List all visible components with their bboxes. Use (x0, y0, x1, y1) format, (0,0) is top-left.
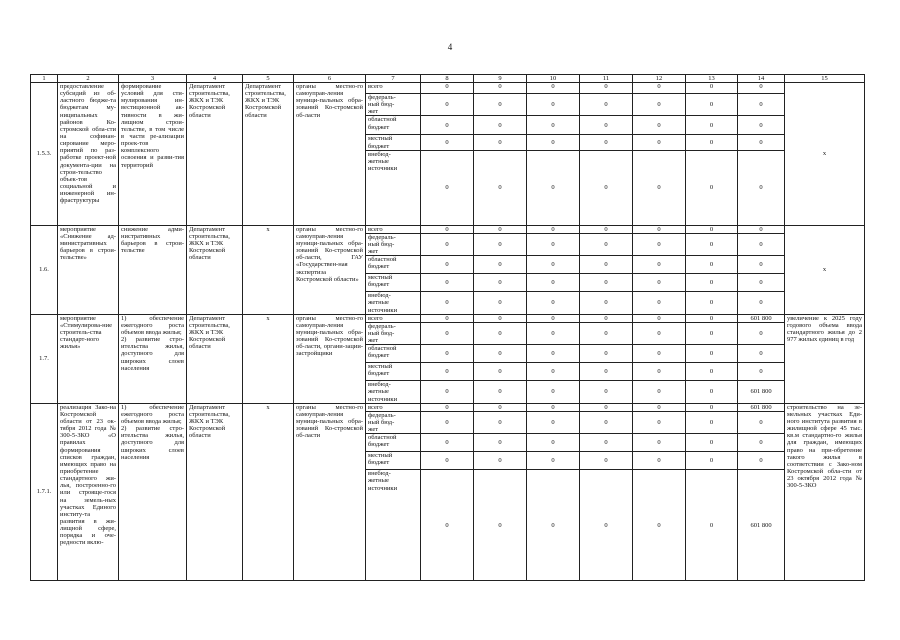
value-cell: 0 (633, 381, 686, 403)
funding-source-cell: федераль- ный бюд- жет (366, 322, 421, 344)
funding-source-cell: местный бюджет (366, 452, 421, 470)
value-cell: 0 (738, 274, 785, 292)
value-cell: 0 (421, 381, 474, 403)
value-cell: 0 (633, 135, 686, 150)
value-cell: 0 (738, 225, 785, 233)
header-cell: 1 (31, 75, 58, 83)
value-cell: 0 (527, 411, 580, 433)
value-cell: 0 (527, 83, 580, 94)
value-cell: 0 (421, 150, 474, 225)
value-cell: 0 (738, 292, 785, 314)
funding-source-cell: местный бюджет (366, 135, 421, 150)
value-cell: 0 (580, 452, 633, 470)
participants-cell: органы местно-го самоуправ-ления муници-пальных обра-зований Ко-стромской об-ласти, органи-зации-застройщики (294, 314, 366, 403)
expected-result-cell: x (785, 83, 865, 226)
coexecutor-cell: x (243, 403, 294, 581)
coexecutor-cell: Департамент строительства, ЖКХ и ТЭК Костромской области (243, 83, 294, 226)
funding-source-cell: федераль- ный бюд- жет (366, 411, 421, 433)
value-cell: 0 (686, 470, 738, 581)
value-cell: 0 (686, 225, 738, 233)
value-cell: 601 800 (738, 403, 785, 411)
value-cell: 0 (738, 434, 785, 452)
value-cell: 0 (686, 292, 738, 314)
funding-source-cell: всего (366, 314, 421, 322)
value-cell: 0 (580, 94, 633, 116)
value-cell: 0 (527, 256, 580, 274)
value-cell: 0 (633, 274, 686, 292)
value-cell: 0 (633, 314, 686, 322)
value-cell: 0 (474, 470, 527, 581)
value-cell: 0 (474, 363, 527, 381)
value-cell: 0 (738, 452, 785, 470)
funding-source-cell: областной бюджет (366, 256, 421, 274)
value-cell: 0 (474, 94, 527, 116)
expected-result-cell: x (785, 225, 865, 314)
value-cell: 0 (474, 434, 527, 452)
header-cell: 12 (633, 75, 686, 83)
value-cell: 0 (474, 274, 527, 292)
value-cell: 0 (633, 452, 686, 470)
table-row (31, 403, 865, 411)
value-cell: 0 (527, 135, 580, 150)
value-cell: 0 (527, 403, 580, 411)
value-cell: 0 (633, 403, 686, 411)
value-cell: 0 (474, 116, 527, 135)
header-cell: 14 (738, 75, 785, 83)
value-cell: 0 (474, 225, 527, 233)
value-cell: 0 (527, 94, 580, 116)
value-cell: 0 (421, 434, 474, 452)
activity-goal-cell: 1) обеспечение ежегодного роста объемов ввода жилья; 2) развитие стро-ительства жилья, доступного для широких слоев населения (119, 314, 187, 403)
value-cell: 0 (527, 116, 580, 135)
value-cell: 0 (474, 292, 527, 314)
funding-source-cell: областной бюджет (366, 345, 421, 363)
value-cell: 0 (527, 363, 580, 381)
value-cell: 0 (474, 135, 527, 150)
value-cell: 0 (527, 452, 580, 470)
value-cell: 0 (474, 233, 527, 255)
value-cell: 0 (474, 83, 527, 94)
value-cell: 0 (580, 292, 633, 314)
value-cell: 0 (527, 381, 580, 403)
value-cell: 0 (580, 233, 633, 255)
value-cell: 0 (527, 150, 580, 225)
value-cell: 0 (633, 411, 686, 433)
value-cell: 0 (738, 322, 785, 344)
value-cell: 0 (527, 274, 580, 292)
executor-cell: Департамент строительства, ЖКХ и ТЭК Костромской области (187, 225, 243, 314)
coexecutor-cell: x (243, 225, 294, 314)
value-cell: 0 (580, 256, 633, 274)
funding-source-cell: федераль- ный бюд- жет (366, 94, 421, 116)
value-cell: 0 (421, 470, 474, 581)
value-cell: 0 (633, 470, 686, 581)
value-cell: 0 (421, 256, 474, 274)
value-cell: 0 (474, 452, 527, 470)
value-cell: 0 (474, 403, 527, 411)
value-cell: 0 (633, 225, 686, 233)
value-cell: 0 (686, 434, 738, 452)
funding-source-cell: местный бюджет (366, 274, 421, 292)
value-cell: 0 (686, 403, 738, 411)
value-cell: 0 (633, 345, 686, 363)
value-cell: 0 (580, 150, 633, 225)
value-cell: 0 (421, 452, 474, 470)
funding-source-cell: всего (366, 225, 421, 233)
activity-goal-cell: 1) обеспечение ежегодного роста объемов ввода жилья; 2) развитие стро-ительства жилья, доступного для широких слоев населения (119, 403, 187, 581)
value-cell: 0 (686, 363, 738, 381)
value-cell: 0 (527, 292, 580, 314)
table-row (31, 83, 865, 94)
value-cell: 0 (738, 411, 785, 433)
funding-source-cell: всего (366, 83, 421, 94)
value-cell: 0 (474, 256, 527, 274)
value-cell: 0 (421, 403, 474, 411)
value-cell: 0 (421, 314, 474, 322)
value-cell: 0 (527, 314, 580, 322)
value-cell: 0 (474, 322, 527, 344)
value-cell: 0 (421, 322, 474, 344)
value-cell: 601 800 (738, 314, 785, 322)
header-cell: 2 (58, 75, 119, 83)
value-cell: 0 (580, 314, 633, 322)
program-activities-table (30, 74, 865, 581)
value-cell: 0 (738, 363, 785, 381)
funding-source-cell: федераль- ный бюд- жет (366, 233, 421, 255)
funding-source-cell: внебюд- жетные источники (366, 470, 421, 581)
value-cell: 0 (686, 314, 738, 322)
expected-result-cell: увеличение к 2025 году годового объема ввода стандартного жилья до 2 977 жилых единиц в год (785, 314, 865, 403)
executor-cell: Департамент строительства, ЖКХ и ТЭК Костромской области (187, 403, 243, 581)
value-cell: 0 (421, 345, 474, 363)
value-cell: 0 (474, 411, 527, 433)
value-cell: 0 (421, 225, 474, 233)
activity-name-cell: мероприятие «Стимулирова-ние строитель-ства стандарт-ного жилья» (58, 314, 119, 403)
header-cell: 9 (474, 75, 527, 83)
value-cell: 0 (633, 94, 686, 116)
value-cell: 0 (580, 225, 633, 233)
value-cell: 601 800 (738, 381, 785, 403)
executor-cell: Департамент строительства, ЖКХ и ТЭК Костромской области (187, 83, 243, 226)
value-cell: 0 (738, 135, 785, 150)
header-cell: 7 (366, 75, 421, 83)
value-cell: 0 (580, 470, 633, 581)
value-cell: 0 (686, 452, 738, 470)
value-cell: 601 800 (738, 470, 785, 581)
value-cell: 0 (738, 116, 785, 135)
value-cell: 0 (474, 314, 527, 322)
value-cell: 0 (580, 363, 633, 381)
value-cell: 0 (633, 233, 686, 255)
coexecutor-cell: x (243, 314, 294, 403)
value-cell: 0 (738, 233, 785, 255)
value-cell: 0 (474, 150, 527, 225)
value-cell: 0 (527, 322, 580, 344)
activity-goal-cell: снижение адми-нистративных барьеров в строи-тельстве (119, 225, 187, 314)
funding-source-cell: внебюд- жетные источники (366, 381, 421, 403)
value-cell: 0 (527, 470, 580, 581)
value-cell: 0 (580, 322, 633, 344)
value-cell: 0 (580, 434, 633, 452)
header-cell: 3 (119, 75, 187, 83)
value-cell: 0 (738, 83, 785, 94)
value-cell: 0 (686, 411, 738, 433)
value-cell: 0 (580, 403, 633, 411)
value-cell: 0 (738, 150, 785, 225)
funding-source-cell: областной бюджет (366, 116, 421, 135)
funding-source-cell: областной бюджет (366, 434, 421, 452)
header-cell: 6 (294, 75, 366, 83)
header-cell: 13 (686, 75, 738, 83)
header-cell: 8 (421, 75, 474, 83)
activity-name-cell: мероприятие «Снижение ад-министративных барьеров в строи-тельстве» (58, 225, 119, 314)
value-cell: 0 (421, 274, 474, 292)
value-cell: 0 (633, 434, 686, 452)
value-cell: 0 (633, 256, 686, 274)
table-row (31, 225, 865, 233)
header-cell: 4 (187, 75, 243, 83)
activity-code-cell: 1.6. (31, 225, 58, 314)
value-cell: 0 (527, 233, 580, 255)
value-cell: 0 (686, 233, 738, 255)
value-cell: 0 (580, 381, 633, 403)
table-body (31, 83, 865, 581)
value-cell: 0 (686, 94, 738, 116)
funding-source-cell: местный бюджет (366, 363, 421, 381)
value-cell: 0 (474, 345, 527, 363)
value-cell: 0 (580, 116, 633, 135)
value-cell: 0 (738, 94, 785, 116)
value-cell: 0 (421, 116, 474, 135)
activity-code-cell: 1.7. (31, 314, 58, 403)
value-cell: 0 (686, 256, 738, 274)
value-cell: 0 (686, 274, 738, 292)
value-cell: 0 (686, 322, 738, 344)
funding-source-cell: всего (366, 403, 421, 411)
value-cell: 0 (633, 322, 686, 344)
value-cell: 0 (738, 256, 785, 274)
value-cell: 0 (421, 83, 474, 94)
value-cell: 0 (686, 345, 738, 363)
header-cell: 10 (527, 75, 580, 83)
value-cell: 0 (686, 83, 738, 94)
participants-cell: органы местно-го самоуправ-ления муници-пальных обра-зований Ко-стромской об-ласти, ГАУ «Государствен-ная экспертиза Костромской области» (294, 225, 366, 314)
participants-cell: органы местно-го самоуправ-ления муници-пальных обра-зований Ко-стромской об-ласти (294, 83, 366, 226)
value-cell: 0 (686, 116, 738, 135)
value-cell: 0 (633, 83, 686, 94)
value-cell: 0 (738, 345, 785, 363)
value-cell: 0 (527, 225, 580, 233)
value-cell: 0 (421, 94, 474, 116)
activity-goal-cell: формирование условий для сти-мулирования ин-вестиционной ак-тивности в жи-лищном строи-тельстве, в том числе в части ре-ализации проек-тов комплексного освоения и разви-тия территорий (119, 83, 187, 226)
activity-code-cell: 1.5.3. (31, 83, 58, 226)
value-cell: 0 (474, 381, 527, 403)
value-cell: 0 (421, 363, 474, 381)
value-cell: 0 (527, 345, 580, 363)
value-cell: 0 (580, 411, 633, 433)
activity-name-cell: реализация Зако-на Костромской области от 23 ок-тября 2012 года № 300-5-ЗКО «О правилах формирования списков граждан, имеющих право на приобретение стандартного жи-лья, построенно-го или строяще-гося на земель-ных участках Единого институ-та развития в жи-лищной сфере, порядка и оче-редности вклю- (58, 403, 119, 581)
header-cell: 5 (243, 75, 294, 83)
participants-cell: органы местно-го самоуправ-ления муници-пальных обра-зований Ко-стромской об-ласти (294, 403, 366, 581)
expected-result-cell: строительство на зе-мельных участках Еди-ного института развития в жилищной сфере 45 тыс. кв.м стандартно-го жилья для граждан, имеющих право на при-обретение такого жилья в соответствии с Зако-ном Костромской обла-сти от 23 октября 2012 года № 300-5-ЗКО (785, 403, 865, 581)
value-cell: 0 (527, 434, 580, 452)
value-cell: 0 (633, 116, 686, 135)
value-cell: 0 (686, 150, 738, 225)
header-cell: 11 (580, 75, 633, 83)
table-row (31, 314, 865, 322)
value-cell: 0 (421, 292, 474, 314)
value-cell: 0 (580, 83, 633, 94)
activity-name-cell: предоставление субсидий из об-ластного бюдже-та бюджетам му-ниципальных районов Ко-стромской обла-сти на софинан-сирование меро-приятий по раз-работке проект-ной документа-ции на строи-тельство объек-тов социальной и инженерной ин-фраструктуры (58, 83, 119, 226)
funding-source-cell: внебюд- жетные источники (366, 292, 421, 314)
value-cell: 0 (686, 135, 738, 150)
value-cell: 0 (421, 411, 474, 433)
value-cell: 0 (580, 274, 633, 292)
value-cell: 0 (633, 150, 686, 225)
value-cell: 0 (421, 233, 474, 255)
value-cell: 0 (686, 381, 738, 403)
value-cell: 0 (633, 363, 686, 381)
value-cell: 0 (580, 135, 633, 150)
funding-source-cell: внебюд- жетные источники (366, 150, 421, 225)
value-cell: 0 (421, 135, 474, 150)
executor-cell: Департамент строительства, ЖКХ и ТЭК Костромской области (187, 314, 243, 403)
header-row (31, 75, 865, 83)
page-number: 4 (447, 42, 453, 52)
value-cell: 0 (633, 292, 686, 314)
value-cell: 0 (580, 345, 633, 363)
header-cell: 15 (785, 75, 865, 83)
activity-code-cell: 1.7.1. (31, 403, 58, 581)
